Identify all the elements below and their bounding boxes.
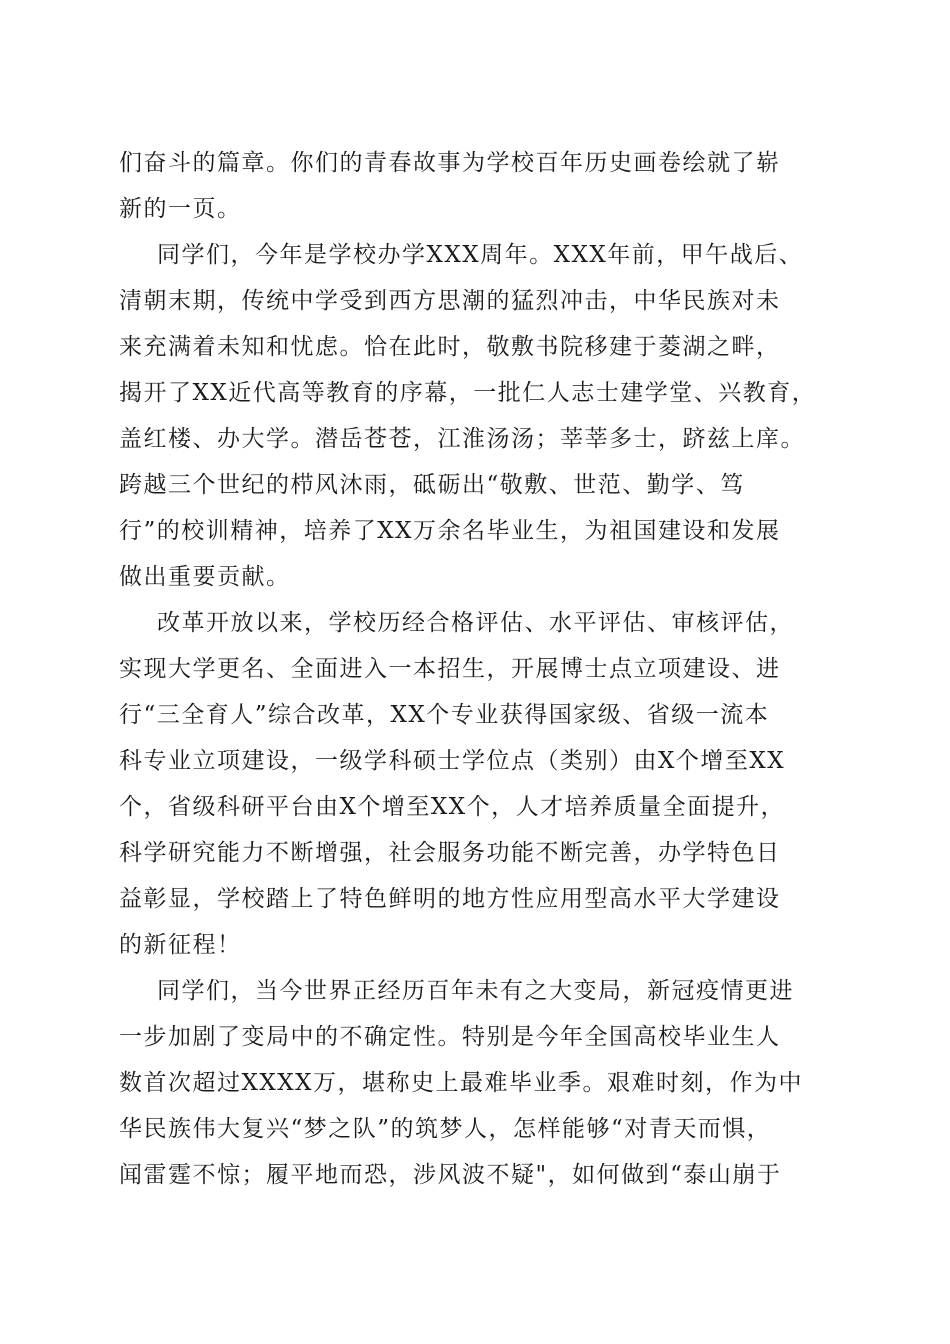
text-line: 新的一页。 bbox=[119, 196, 242, 222]
text-line: 行“三全育人”综合改革，XX个专业获得国家级、省级一流本 bbox=[119, 702, 770, 728]
text-line: 科专业立项建设，一级学科硕士学位点（类别）由X个增至XX bbox=[119, 748, 786, 774]
text-line: 行”的校训精神，培养了XX万余名毕业生，为祖国建设和发展 bbox=[119, 518, 781, 544]
text-line: 益彰显，学校踏上了特色鲜明的地方性应用型高水平大学建设 bbox=[119, 886, 781, 912]
text-line: 来充满着未知和忧虑。恰在此时，敬敷书院移建于菱湖之畔， bbox=[119, 334, 781, 360]
text-line: 清朝末期，传统中学受到西方思潮的猛烈冲击，中华民族对未 bbox=[119, 288, 781, 314]
text-line: 的新征程！ bbox=[119, 932, 242, 958]
text-line: 跨越三个世纪的栉风沐雨，砥砺出“敬敷、世范、勤学、笃 bbox=[119, 472, 745, 498]
text-line: 做出重要贡献。 bbox=[119, 564, 291, 590]
text-line: 闻雷霆不惊；履平地而恐，涉风波不疑"，如何做到“泰山崩于 bbox=[119, 1162, 782, 1188]
text-line: 个，省级科研平台由X个增至XX个，人才培养质量全面提升， bbox=[119, 794, 786, 820]
text-line: 华民族伟大复兴“梦之队”的筑梦人，怎样能够“对青天而惧， bbox=[119, 1116, 772, 1142]
body-text bbox=[119, 140, 834, 1198]
text-line: 揭开了XX近代高等教育的序幕，一批仁人志士建学堂、兴教育， bbox=[119, 380, 817, 406]
text-line: 们奋斗的篇章。你们的青春故事为学校百年历史画卷绘就了崭 bbox=[119, 150, 781, 176]
paragraph-start-line: 同学们，当今世界正经历百年未有之大变局，新冠疫情更进 bbox=[157, 978, 794, 1004]
text-line: 盖红楼、办大学。潜岳苍苍，江淮汤汤；莘莘多士，跻兹上庠。 bbox=[119, 426, 805, 452]
text-line: 科学研究能力不断增强，社会服务功能不断完善，办学特色日 bbox=[119, 840, 781, 866]
paragraph-start-line: 同学们，今年是学校办学XXX周年。XXX年前，甲午战后、 bbox=[157, 242, 804, 268]
paragraph-start-line: 改革开放以来，学校历经合格评估、水平评估、审核评估， bbox=[157, 610, 794, 636]
text-line: 实现大学更名、全面进入一本招生，开展博士点立项建设、进 bbox=[119, 656, 781, 682]
text-line: 一步加剧了变局中的不确定性。特别是今年全国高校毕业生人 bbox=[119, 1024, 781, 1050]
text-line: 数首次超过XXXX万，堪称史上最难毕业季。艰难时刻，作为中 bbox=[119, 1070, 803, 1096]
